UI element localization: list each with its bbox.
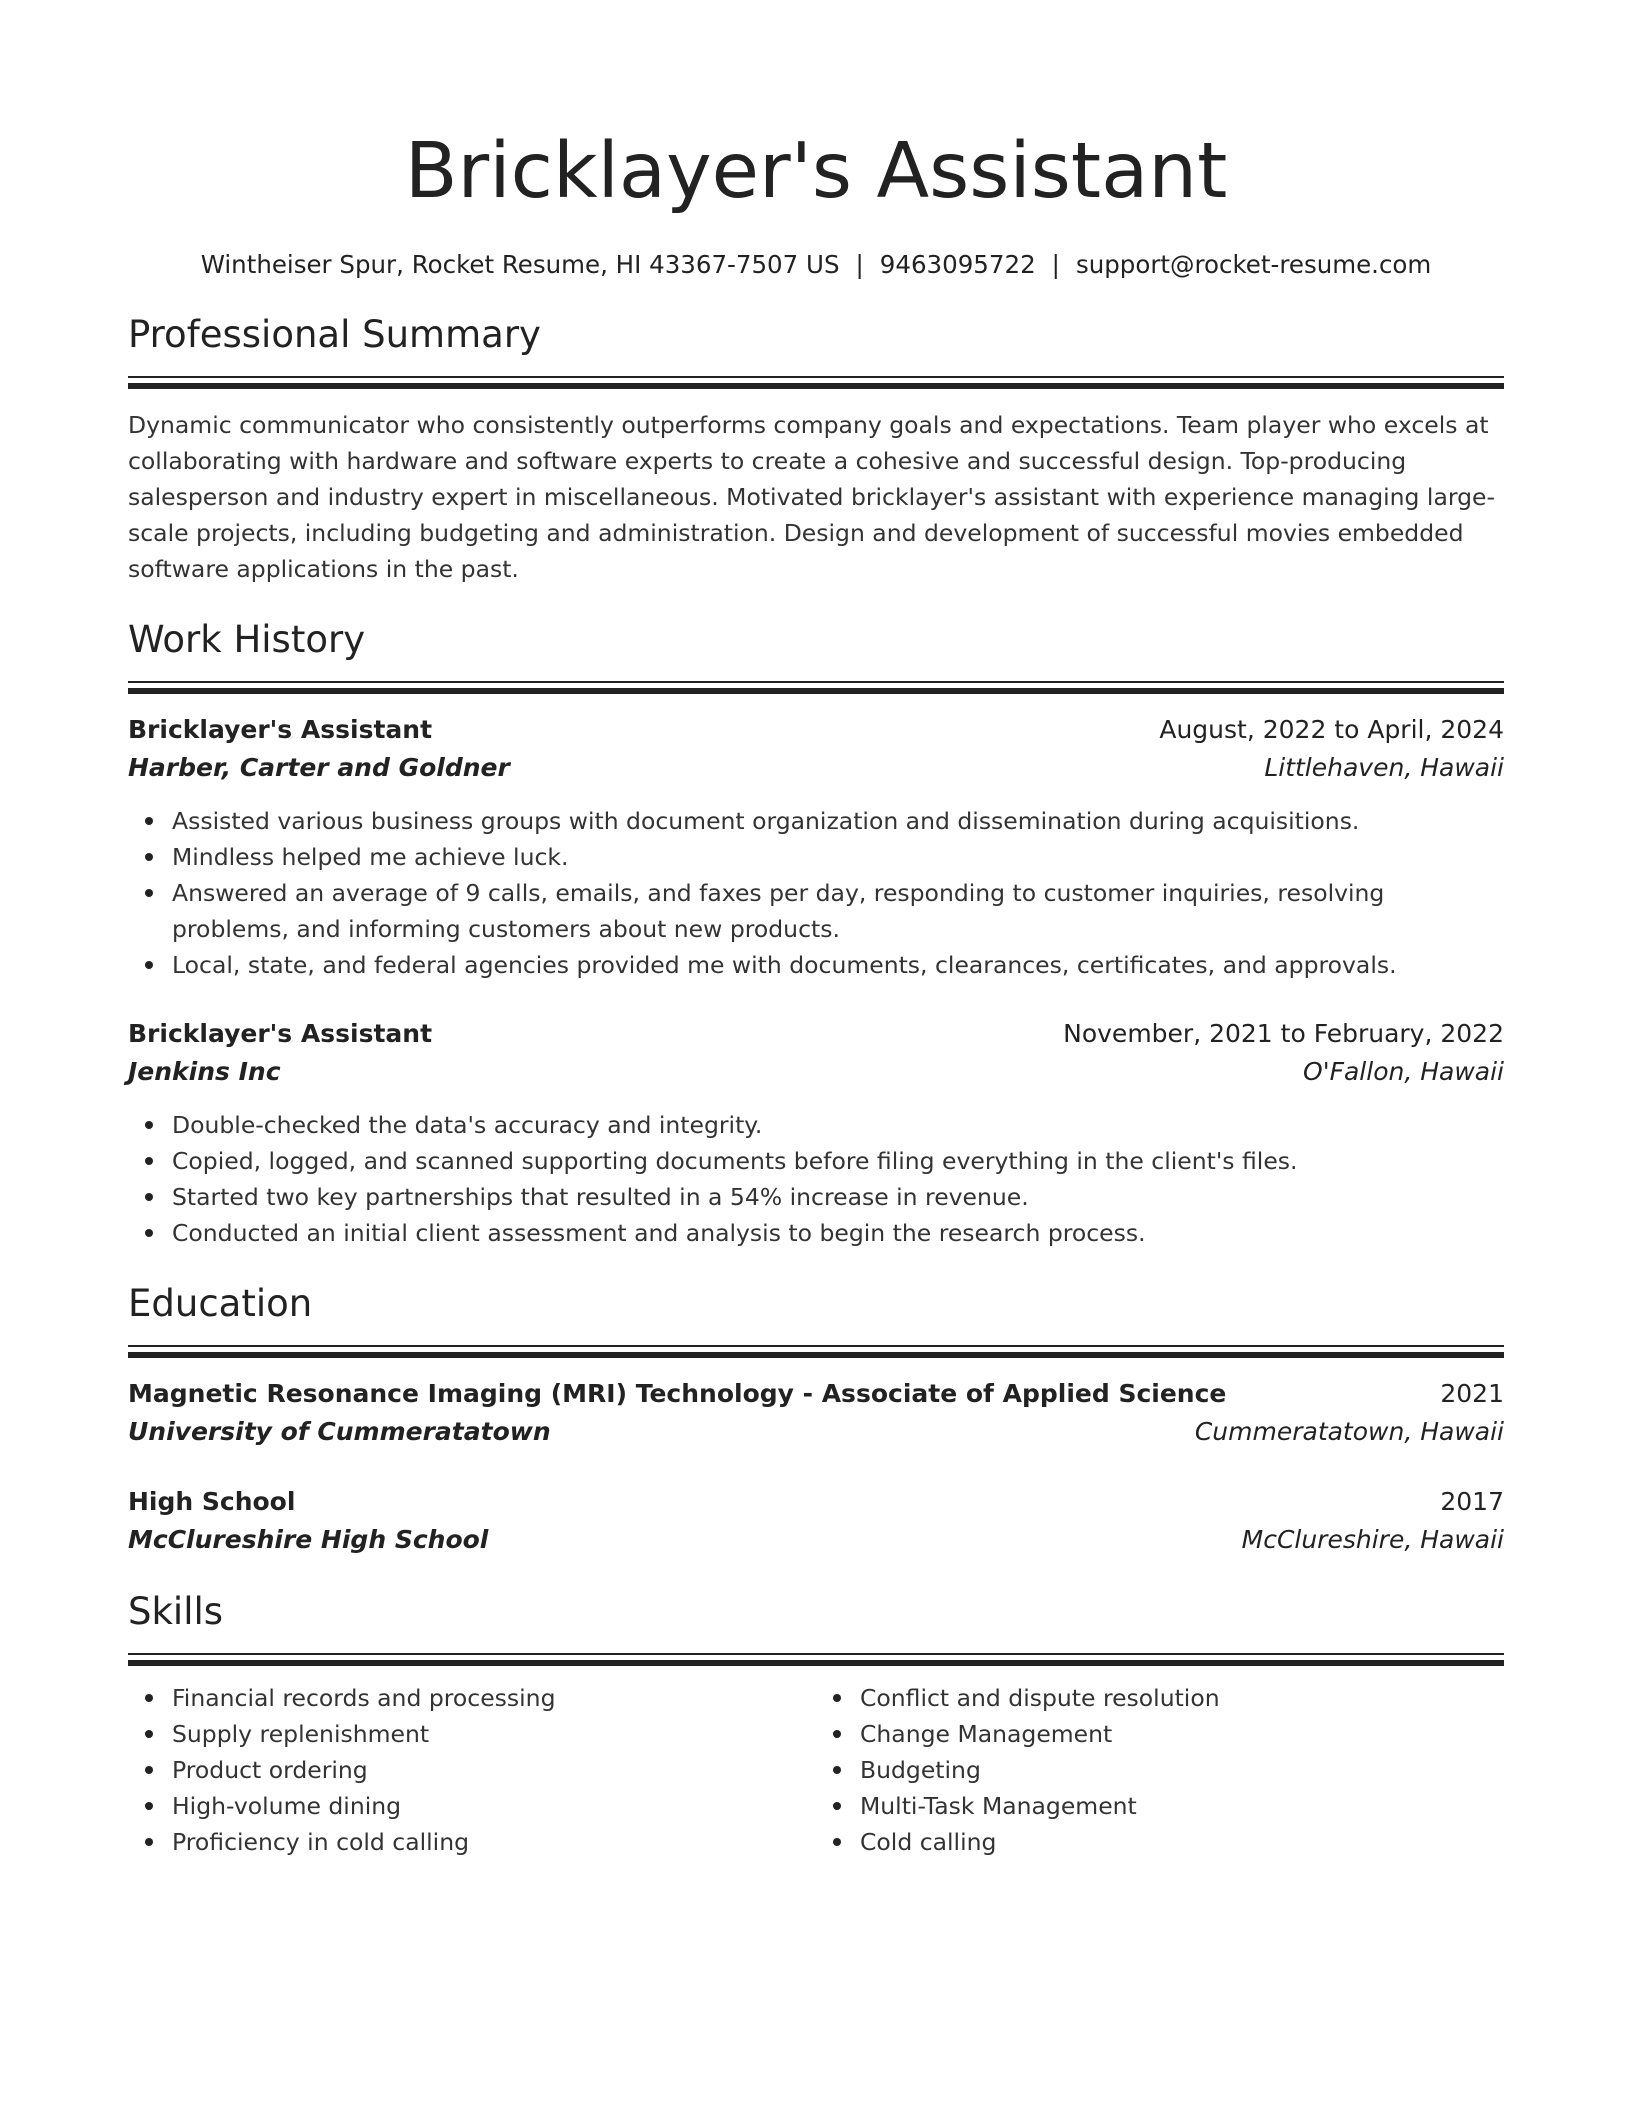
- section-title-summary: Professional Summary: [128, 313, 541, 356]
- education-entry-header: [128, 1483, 1504, 1521]
- job-title: Bricklayer's Assistant: [128, 715, 433, 744]
- contact-email: support@rocket-resume.com: [1075, 250, 1432, 279]
- school-location: McClureshire, Hawaii: [1241, 1525, 1504, 1554]
- list-item: Mindless helped me achieve luck.: [172, 839, 1504, 875]
- skill-item: Product ordering: [172, 1752, 816, 1788]
- school-name: University of Cummeratatown: [128, 1417, 551, 1446]
- education-entry-header: [128, 1375, 1504, 1413]
- list-item: Double-checked the data's accuracy and integrity.: [172, 1107, 1504, 1143]
- contact-separator: |: [855, 250, 864, 279]
- list-item: Started two key partnerships that resulted in a 54% increase in revenue.: [172, 1179, 1504, 1215]
- section-title-education: Education: [128, 1282, 313, 1325]
- skill-item: Proficiency in cold calling: [172, 1824, 816, 1860]
- skill-item: Budgeting: [860, 1752, 1504, 1788]
- skills-list: [816, 1680, 1504, 1860]
- skills-column-left: [128, 1680, 816, 1860]
- education-entry-subheader: [128, 1521, 1504, 1559]
- job-dates: November, 2021 to February, 2022: [1063, 1019, 1504, 1048]
- contact-address: Wintheiser Spur, Rocket Resume, HI 43367-7507 US: [200, 250, 840, 279]
- job-dates: August, 2022 to April, 2024: [1159, 715, 1504, 744]
- education-entry-subheader: [128, 1413, 1504, 1451]
- list-item: Copied, logged, and scanned supporting documents before filing everything in the client's files.: [172, 1143, 1504, 1179]
- job-location: O'Fallon, Hawaii: [1303, 1057, 1504, 1086]
- work-entry-subheader: [128, 1053, 1504, 1091]
- company-name: Harber, Carter and Goldner: [128, 753, 510, 782]
- resume-name: Bricklayer's Assistant: [404, 127, 1228, 216]
- summary-section: [128, 310, 1504, 587]
- list-item: Answered an average of 9 calls, emails, and faxes per day, responding to customer inquiries, resolving problems, and informing customers about new products.: [172, 875, 1504, 947]
- job-bullets: [128, 1107, 1504, 1251]
- job-location: Littlehaven, Hawaii: [1264, 753, 1504, 782]
- skill-item: Conflict and dispute resolution: [860, 1680, 1504, 1716]
- list-item: Conducted an initial client assessment and analysis to begin the research process.: [172, 1215, 1504, 1251]
- work-entry-header: [128, 1015, 1504, 1053]
- section-divider: [128, 681, 1504, 694]
- degree-name: High School: [128, 1487, 296, 1516]
- work-entry: [128, 711, 1504, 983]
- skill-item: High-volume dining: [172, 1788, 816, 1824]
- education-entry: [128, 1483, 1504, 1559]
- contact-separator: |: [1051, 250, 1060, 279]
- section-divider: [128, 1345, 1504, 1358]
- work-entry-header: [128, 711, 1504, 749]
- contact-line: [128, 248, 1504, 282]
- skills-section: [128, 1587, 1504, 1860]
- school-name: McClureshire High School: [128, 1525, 489, 1554]
- education-entry: [128, 1375, 1504, 1451]
- skill-item: Supply replenishment: [172, 1716, 816, 1752]
- job-title: Bricklayer's Assistant: [128, 1019, 433, 1048]
- list-item: Local, state, and federal agencies provided me with documents, clearances, certificates, and approvals.: [172, 947, 1504, 983]
- contact-phone: 9463095722: [879, 250, 1036, 279]
- skills-list: [128, 1680, 816, 1860]
- section-title-skills: Skills: [128, 1590, 224, 1633]
- summary-text: Dynamic communicator who consistently outperforms company goals and expectations. Team player who excels at collaborating with hardware and software experts to create a cohesive and successful design. Top-producing salesperson and industry expert in miscellaneous. Motivated bricklayer's assistant with experience managing large-scale projects, including budgeting and administration. Design and development of successful movies embedded software applications in the past.: [128, 411, 1495, 583]
- degree-name: Magnetic Resonance Imaging (MRI) Technology - Associate of Applied Science: [128, 1379, 1227, 1408]
- work-entry: [128, 1015, 1504, 1251]
- skills-grid: [128, 1680, 1504, 1860]
- graduation-year: 2017: [1440, 1487, 1504, 1516]
- job-bullets: [128, 803, 1504, 983]
- school-location: Cummeratatown, Hawaii: [1194, 1417, 1504, 1446]
- list-item: Assisted various business groups with document organization and dissemination during acquisitions.: [172, 803, 1504, 839]
- section-divider: [128, 1653, 1504, 1666]
- skills-column-right: [816, 1680, 1504, 1860]
- section-title-work: Work History: [128, 618, 366, 661]
- section-divider: [128, 376, 1504, 389]
- work-section: [128, 615, 1504, 1251]
- work-entry-subheader: [128, 749, 1504, 787]
- skill-item: Financial records and processing: [172, 1680, 816, 1716]
- skill-item: Change Management: [860, 1716, 1504, 1752]
- skill-item: Multi-Task Management: [860, 1788, 1504, 1824]
- graduation-year: 2021: [1440, 1379, 1504, 1408]
- company-name: Jenkins Inc: [128, 1057, 281, 1086]
- skill-item: Cold calling: [860, 1824, 1504, 1860]
- education-section: [128, 1279, 1504, 1559]
